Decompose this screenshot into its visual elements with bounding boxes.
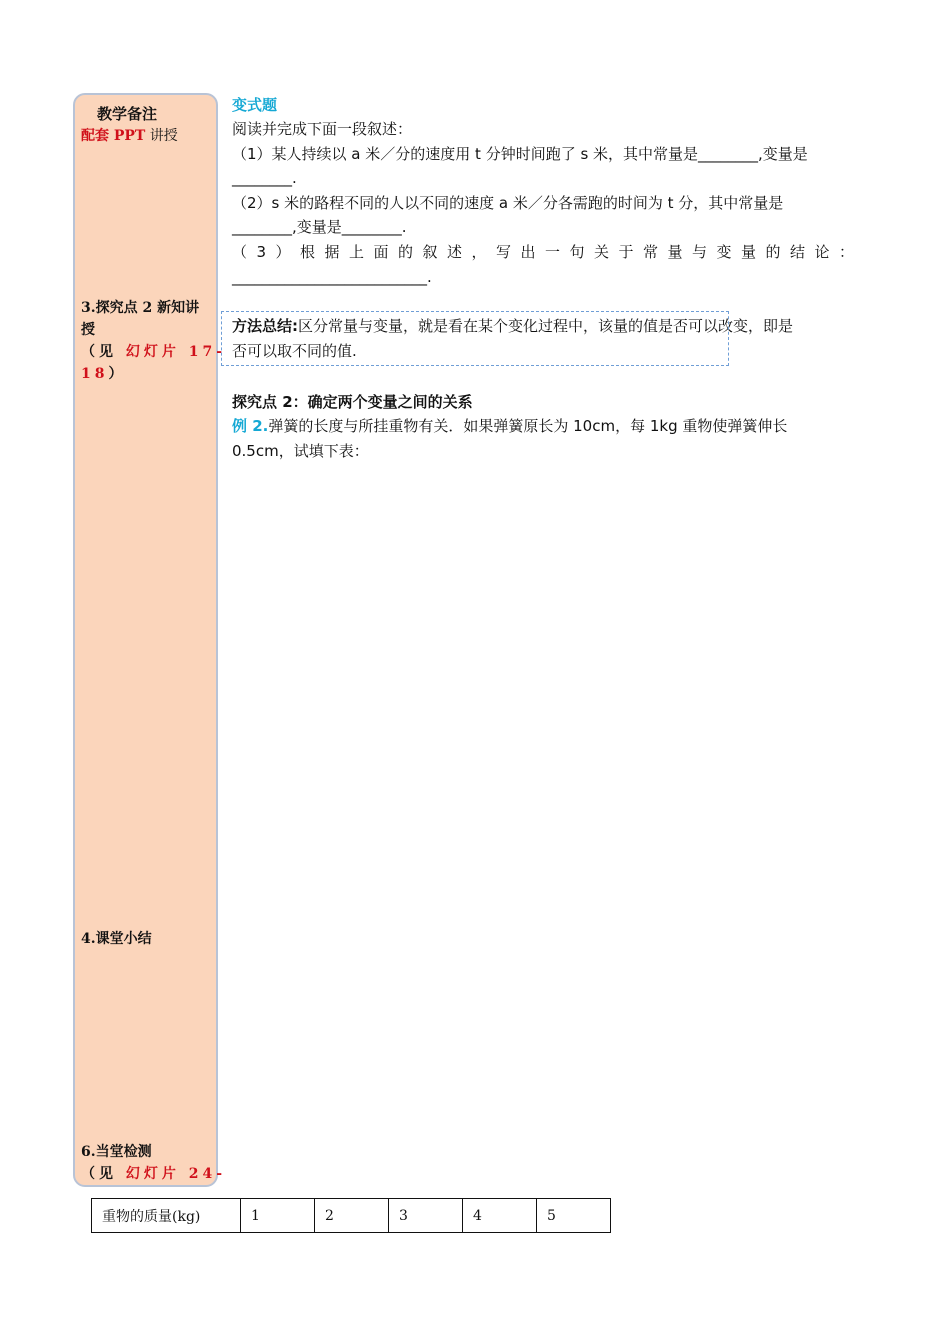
example2-line1 <box>232 414 787 438</box>
section3-slide-ref-end: 18） <box>81 366 127 382</box>
weight-table <box>91 1198 611 1233</box>
table-cell: 4 <box>463 1199 537 1233</box>
table-cell: 2 <box>315 1199 389 1233</box>
section3-title-line2: 授 <box>81 322 95 338</box>
sidebar-title: 教学备注 <box>97 105 158 123</box>
method-summary-line2: 否可以取不同的值. <box>232 342 357 360</box>
question2-line1: （2）s 米的路程不同的人以不同的速度 a 米／分各需跑的时间为 t 分，其中常量是 <box>232 194 784 212</box>
ppt-rest: 讲授 <box>145 128 178 144</box>
section3-slide-ref: （见 幻灯片 17- <box>81 344 227 360</box>
explore2-heading: 探究点 2：确定两个变量之间的关系 <box>232 393 473 411</box>
section4-title: 4.课堂小结 <box>81 931 152 947</box>
table-row <box>92 1199 611 1233</box>
question2-line2: ________,变量是________. <box>232 218 407 236</box>
section3-title-line1: 3.探究点 2 新知讲 <box>81 300 200 316</box>
ppt-highlight: 配套 PPT <box>81 128 146 144</box>
table-cell: 5 <box>537 1199 611 1233</box>
section6-slide-ref: （见 幻灯片 24- <box>81 1166 227 1182</box>
question3-line1: （3）根据上面的叙述，写出一句关于常量与变量的结论： <box>232 243 864 261</box>
question1-line1: （1）某人持续以 a 米／分的速度用 t 分钟时间跑了 s 米，其中常量是________,变量是 <box>232 145 808 163</box>
method-label: 方法总结: <box>232 317 298 335</box>
example-label: 例 2. <box>232 417 269 435</box>
table-cell: 1 <box>241 1199 315 1233</box>
method-text: 区分常量与变量，就是看在某个变化过程中，该量的值是否可以改变，即是 <box>298 317 794 335</box>
question3-line2: __________________________. <box>232 268 432 286</box>
teaching-notes-sidebar <box>73 93 227 1187</box>
intro-text: 阅读并完成下面一段叙述： <box>232 120 413 138</box>
table-header-cell: 重物的质量(kg) <box>92 1199 241 1233</box>
variant-heading: 变式题 <box>232 96 278 114</box>
method-summary-box <box>221 311 729 366</box>
table-cell: 3 <box>389 1199 463 1233</box>
example-text: 弹簧的长度与所挂重物有关．如果弹簧原长为 10cm，每 1kg 重物使弹簧伸长 <box>268 417 788 435</box>
example2-line2: 0.5cm，试填下表： <box>232 442 369 460</box>
ppt-note <box>81 125 178 145</box>
section6-title: 6.当堂检测 <box>81 1144 152 1160</box>
question1-line2: ________. <box>232 169 297 187</box>
